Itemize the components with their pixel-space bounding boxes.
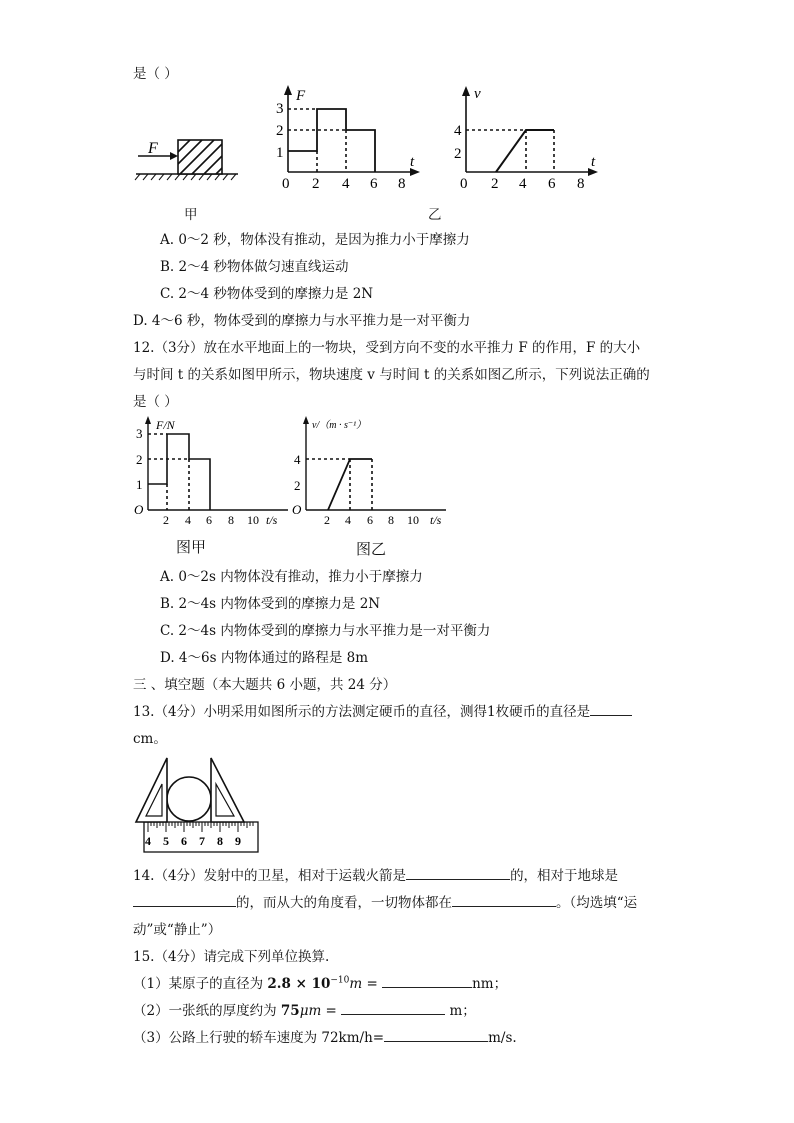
svg-text:2: 2 <box>312 176 320 192</box>
svg-text:5: 5 <box>163 834 169 848</box>
svg-text:2: 2 <box>454 146 462 162</box>
svg-text:F/N: F/N <box>156 418 175 432</box>
v-t-graph-1 <box>454 86 598 192</box>
svg-text:8: 8 <box>217 834 223 848</box>
fig2-caption-right: 图乙 <box>356 540 387 558</box>
svg-text:0: 0 <box>282 176 290 192</box>
svg-text:4: 4 <box>342 176 350 192</box>
fig1-caption-left: 甲 <box>184 207 198 223</box>
q11-option-d: D. 4～6 秒，物体受到的摩擦力与水平推力是一对平衡力 <box>133 313 471 329</box>
q12-line-2: 与时间 t 的关系如图甲所示，物块速度 v 与时间 t 的关系如图乙所示，下列说法正确的 <box>133 367 650 383</box>
q15-line-1: （1）某原子的直径为 $2.8 \times 10^{-10}m$ = nm； <box>133 972 507 992</box>
svg-text:7: 7 <box>199 834 205 848</box>
svg-text:9: 9 <box>235 834 241 848</box>
svg-text:t: t <box>410 154 415 170</box>
svg-text:8: 8 <box>388 513 394 527</box>
q11-tail: 是（ ） <box>133 66 178 82</box>
svg-text:3: 3 <box>276 101 284 117</box>
v-t-graph-2 <box>292 416 446 527</box>
q15-blank-2[interactable] <box>341 1000 445 1015</box>
q11-option-b: B. 2～4 秒物体做匀速直线运动 <box>160 259 349 275</box>
svg-text:4: 4 <box>294 452 301 467</box>
svg-text:2: 2 <box>294 478 301 493</box>
svg-text:10: 10 <box>247 513 259 527</box>
q13-tail: cm。 <box>133 731 167 747</box>
svg-text:t/s: t/s <box>266 513 278 527</box>
fig1-caption-right: 乙 <box>428 207 442 223</box>
figure-2 <box>128 414 458 534</box>
figure-1 <box>128 82 608 200</box>
q14-blank-3[interactable] <box>452 892 556 907</box>
f-t-graph-1 <box>276 85 420 192</box>
svg-text:O: O <box>292 502 302 517</box>
svg-text:2: 2 <box>491 176 499 192</box>
force-label: F <box>148 140 158 157</box>
svg-text:6: 6 <box>367 513 373 527</box>
q15-blank-3[interactable] <box>384 1027 488 1042</box>
q12-option-b: B. 2～4s 内物体受到的摩擦力是 2N <box>160 596 381 612</box>
svg-text:8: 8 <box>577 176 585 192</box>
q12-line-3: 是（ ） <box>133 394 178 410</box>
q14-blank-1[interactable] <box>406 865 510 880</box>
q13-text: 13.（4分）小明采用如图所示的方法测定硬币的直径，测得1枚硬币的直径是 <box>133 700 632 720</box>
q12-option-a: A. 0～2s 内物体没有推动，推力小于摩擦力 <box>160 569 423 585</box>
block-diagram <box>135 140 238 180</box>
svg-text:t/s: t/s <box>430 513 442 527</box>
svg-text:8: 8 <box>228 513 234 527</box>
svg-text:4: 4 <box>345 513 351 527</box>
svg-text:10: 10 <box>407 513 419 527</box>
q14-blank-2[interactable] <box>133 892 236 907</box>
svg-text:6: 6 <box>548 176 556 192</box>
section-title: 三 、填空题（本大题共 6 小题，共 24 分） <box>133 677 397 693</box>
q15-title: 15.（4分）请完成下列单位换算. <box>133 949 330 965</box>
q12-option-d: D. 4～6s 内物体通过的路程是 8m <box>160 650 369 666</box>
svg-text:O: O <box>134 502 144 517</box>
svg-text:2: 2 <box>276 123 284 139</box>
svg-text:3: 3 <box>136 426 143 441</box>
q15-line-3: （3）公路上行驶的轿车速度为 72km/h= m/s. <box>133 1026 517 1046</box>
q13-answer-blank[interactable] <box>590 701 632 716</box>
q12-option-c: C. 2～4s 内物体受到的摩擦力与水平推力是一对平衡力 <box>160 623 491 639</box>
svg-text:v/（m · s⁻¹）: v/（m · s⁻¹） <box>312 420 367 431</box>
q14-line-2: 的，而从大的角度看，一切物体都在 。（均选填“运 <box>133 891 637 911</box>
q12-line-1: 12.（3分）放在水平地面上的一物块，受到方向不变的水平推力 F 的作用，F 的大小 <box>133 340 641 356</box>
svg-text:t: t <box>591 154 596 170</box>
svg-text:F: F <box>296 88 306 104</box>
q11-option-a: A. 0～2 秒，物体没有推动，是因为推力小于摩擦力 <box>160 232 470 248</box>
svg-text:2: 2 <box>136 452 143 467</box>
svg-text:2: 2 <box>324 513 330 527</box>
q14-line-3: 动”或“静止”） <box>133 922 222 938</box>
svg-text:1: 1 <box>136 477 143 492</box>
q14-line-1: 14.（4分）发射中的卫星，相对于运载火箭是 的，相对于地球是 <box>133 864 618 884</box>
coin-ruler-figure <box>132 752 262 854</box>
fig2-caption-left: 图甲 <box>176 538 207 556</box>
svg-text:2: 2 <box>163 513 169 527</box>
q15-blank-1[interactable] <box>382 973 472 988</box>
svg-text:4: 4 <box>519 176 527 192</box>
svg-text:4: 4 <box>145 834 151 848</box>
svg-text:8: 8 <box>398 176 406 192</box>
svg-text:6: 6 <box>206 513 212 527</box>
svg-text:4: 4 <box>185 513 191 527</box>
q15-line-2: （2）一张纸的厚度约为 75μm = m； <box>133 999 476 1019</box>
svg-text:6: 6 <box>370 176 378 192</box>
q11-option-c: C. 2～4 秒物体受到的摩擦力是 2N <box>160 286 374 302</box>
f-t-graph-2 <box>134 416 288 527</box>
svg-text:4: 4 <box>454 123 462 139</box>
svg-text:0: 0 <box>460 176 468 192</box>
svg-text:v: v <box>474 86 481 102</box>
svg-text:6: 6 <box>181 834 187 848</box>
svg-text:1: 1 <box>276 145 284 161</box>
